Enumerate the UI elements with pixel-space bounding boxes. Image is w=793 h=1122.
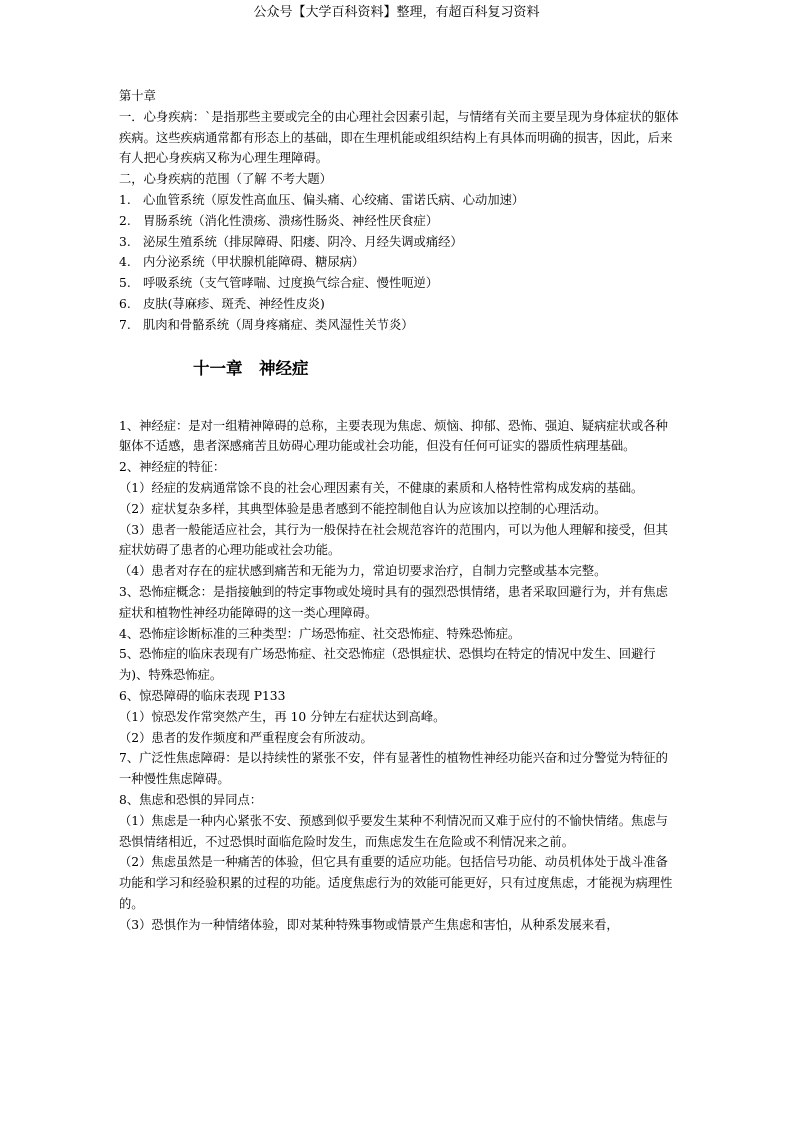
paragraph: 4、恐怖症诊断标准的三种类型：广场恐怖症、社交恐怖症、特殊恐怖症。	[119, 626, 521, 641]
paragraph: （2）患者的发作频度和严重程度会有所波动。	[119, 730, 373, 745]
paragraph: （1）经症的发病通常馀不良的社会心理因素有关，不健康的素质和人格特性常构成发病的基础。	[119, 480, 644, 495]
paragraph: （3）患者一般能适应社会，其行为一般保持在社会规范容许的范围内，可以为他人理解和接受，但其症状妨碍了患者的心理功能或社会功能。	[119, 522, 668, 558]
document-body	[119, 86, 679, 935]
paragraph: 1、神经症：是对一组精神障碍的总称，主要表现为焦虑、烦恼、抑郁、恐怖、强迫、疑病症状或各种躯体不适感，患者深感痛苦且妨碍心理功能或社会功能，但没有任何可证实的器质性病理基础。	[119, 418, 668, 454]
paragraph: （1）惊恐发作常突然产生，再 10 分钟左右症状达到高峰。	[119, 709, 446, 724]
paragraph: （2）症状复杂多样，其典型体验是患者感到不能控制他自认为应该加以控制的心理活动。	[119, 501, 607, 516]
paragraph: 3、恐怖症概念：是指接触到的特定事物或处境时具有的强烈恐惧情绪，患者采取回避行为，并有焦虑症状和植物性神经功能障碍的这一类心理障碍。	[119, 584, 668, 620]
paragraph: （1）焦虑是一种内心紧张不安、预感到似乎要发生某种不利情况而又难于应付的不愉快情绪。焦虑与恐惧情绪相近，不过恐惧时面临危险时发生，而焦虑发生在危险或不利情况来之前。	[119, 813, 668, 849]
paragraph: 8、焦虑和恐惧的异同点：	[119, 792, 263, 807]
list-item: 1. 心血管系统（原发性高血压、偏头痛、心绞痛、雷诺氏病、心动加速）	[119, 192, 525, 207]
list-item: 3. 泌尿生殖系统（排尿障碍、阳痿、阴冷、月经失调或痛经）	[119, 234, 463, 249]
list-item: 5. 呼吸系统（支气管哮喘、过度换气综合症、慢性呃逆）	[119, 276, 439, 291]
psychosomatic-definition: 一．心身疾病：`是指那些主要或完全的由心理社会因素引起，与情绪有关而主要呈现为身体症状的躯体疾病。这些疾病通常都有形态上的基础，即在生理机能或组织结构上有具体而明确的损害，因此，后来有人把心身疾病又称为心理生理障碍。	[119, 109, 679, 166]
paragraph: 5、恐怖症的临床表现有广场恐怖症、社交恐怖症（恐惧症状、恐惧均在特定的情况中发生、回避行为)、特殊恐怖症。	[119, 647, 656, 683]
scope-title: 二，心身疾病的范围（了解 不考大题）	[119, 172, 332, 187]
list-item: 7. 肌肉和骨骼系统（周身疼痛症、类风湿性关节炎）	[119, 317, 414, 332]
paragraph: 2、神经症的特征：	[119, 460, 226, 475]
page-header: 公众号【大学百科资料】整理，有超百科复习资料	[253, 5, 540, 20]
paragraph: 7、广泛性焦虑障碍：是以持续性的紧张不安，伴有显著性的植物性神经功能兴奋和过分警觉为特征的一种慢性焦虑障碍。	[119, 751, 668, 787]
list-item: 4. 内分泌系统（甲状腺机能障碍、糖尿病）	[119, 255, 365, 270]
paragraph: 6、惊恐障碍的临床表现 P133	[119, 688, 286, 703]
chapter-11-title: 十一章 神经症	[193, 358, 309, 378]
chapter-10-title: 第十章	[119, 89, 156, 103]
list-item: 2. 胃肠系统（消化性溃疡、溃疡性肠炎、神经性厌食症）	[119, 213, 439, 228]
paragraph: （3）恐惧作为一种情绪体验，即对某种特殊事物或情景产生焦虑和害怕，从种系发展来看，	[119, 917, 619, 932]
list-item: 6. 皮肤(荨麻疹、斑秃、神经性皮炎)	[119, 296, 325, 311]
paragraph: （2）焦虑虽然是一种痛苦的体验，但它具有重要的适应功能。包括信号功能、动员机体处于战斗准备功能和学习和经验积累的过程的功能。适度焦虑行为的效能可能更好，只有过度焦虑，才能视为病理性的。	[119, 855, 673, 911]
paragraph: （4）患者对存在的症状感到痛苦和无能为力，常迫切要求治疗，自制力完整或基本完整。	[119, 564, 607, 579]
